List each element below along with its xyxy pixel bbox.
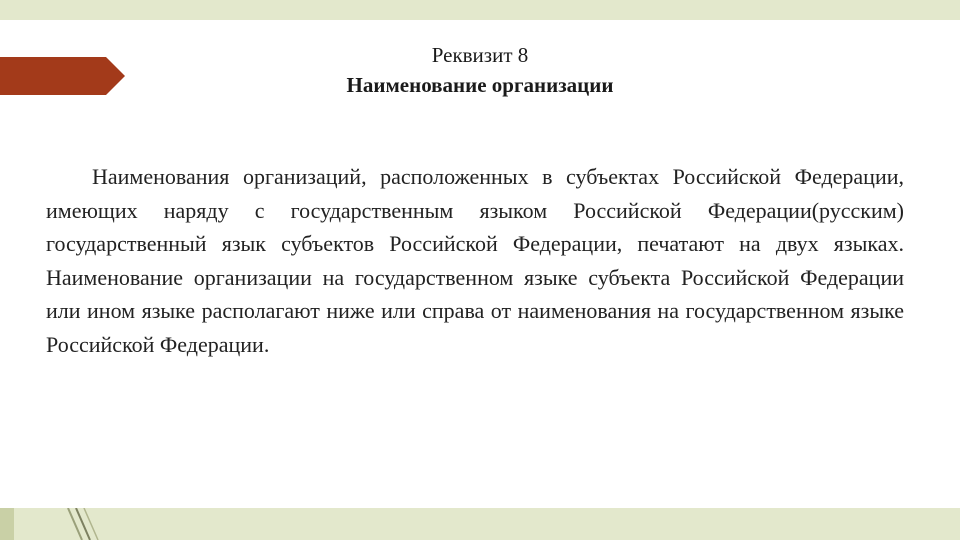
decorative-lines-icon <box>60 508 130 540</box>
requisite-label: Реквизит 8 <box>431 43 529 67</box>
slide-title <box>280 40 680 100</box>
slide-heading: Наименование организации <box>346 73 614 97</box>
bottom-left-stripe <box>0 508 14 540</box>
accent-arrow-shape <box>0 57 125 95</box>
body-paragraph: Наименования организаций, расположенных в субъектах Российской Федерации, имеющих наряду с государственным языком Российской Федерации(русским) государственный язык субъектов Российской Федерации, печатают на двух языках. Наименование организации на государственном языке субъекта Российской Федерации или ином языке располагают ниже или справа от наименования на государственном языке Российской Федерации. <box>46 164 904 357</box>
top-decorative-band <box>0 0 960 20</box>
bottom-decorative-band <box>0 508 960 540</box>
